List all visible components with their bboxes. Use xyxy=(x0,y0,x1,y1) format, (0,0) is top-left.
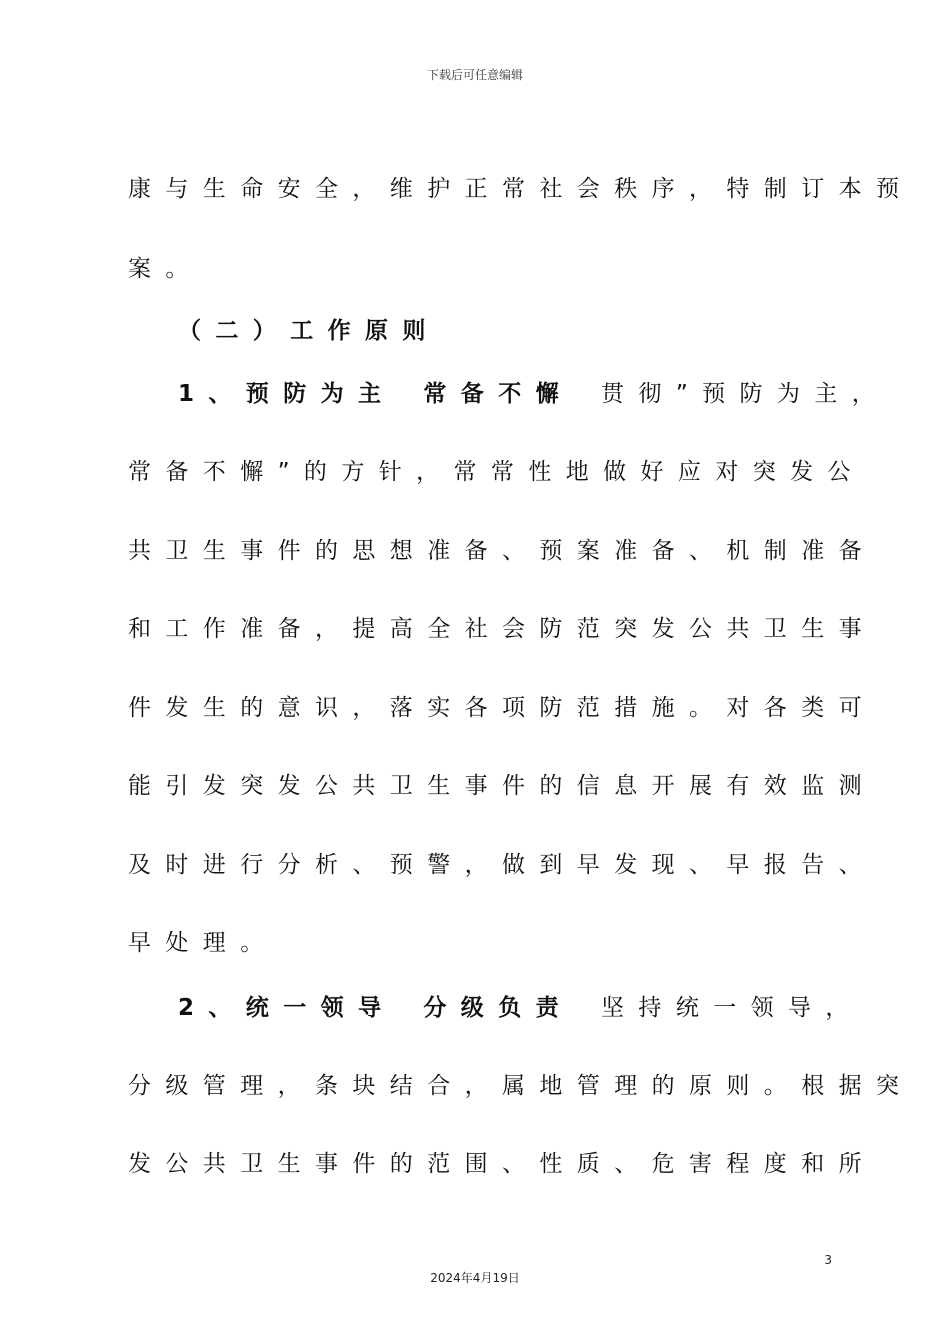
body-line: 共卫生事件的思想准备、预案准备、机制准备 xyxy=(128,538,876,564)
principle-1-lead: 贯彻”预防为主， xyxy=(601,381,890,407)
body-line: 和工作准备，提高全社会防范突发公共卫生事 xyxy=(128,616,876,642)
principle-1-heading-a: 1、预防为主 xyxy=(178,381,396,407)
body-line: 康与生命安全，维护正常社会秩序，特制订本预 xyxy=(128,176,914,202)
header-note: 下载后可任意编辑 xyxy=(426,68,523,82)
principle-2-heading-b: 分级负责 xyxy=(423,995,574,1021)
principle-1-first-line xyxy=(178,375,889,408)
page-number: 3 xyxy=(824,1253,832,1267)
body-line: 案。 xyxy=(128,256,203,282)
principle-2-lead: 坚持统一领导， xyxy=(601,995,863,1021)
section-heading: （二）工作原则 xyxy=(178,318,440,344)
footer-date: 2024年4月19日 xyxy=(430,1271,520,1285)
body-line: 早处理。 xyxy=(128,930,278,956)
principle-1-heading-b: 常备不懈 xyxy=(423,381,574,407)
principle-2-first-line xyxy=(178,989,863,1022)
body-line: 常备不懈”的方针，常常性地做好应对突发公 xyxy=(128,459,865,485)
body-line: 件发生的意识，落实各项防范措施。对各类可 xyxy=(128,695,876,721)
body-line: 能引发突发公共卫生事件的信息开展有效监测 xyxy=(128,773,876,799)
principle-2-heading-a: 2、统一领导 xyxy=(178,995,396,1021)
body-line: 分级管理，条块结合，属地管理的原则。根据突 xyxy=(128,1073,914,1099)
body-line: 及时进行分析、预警，做到早发现、早报告、 xyxy=(128,852,876,878)
body-line: 发公共卫生事件的范围、性质、危害程度和所 xyxy=(128,1151,876,1177)
